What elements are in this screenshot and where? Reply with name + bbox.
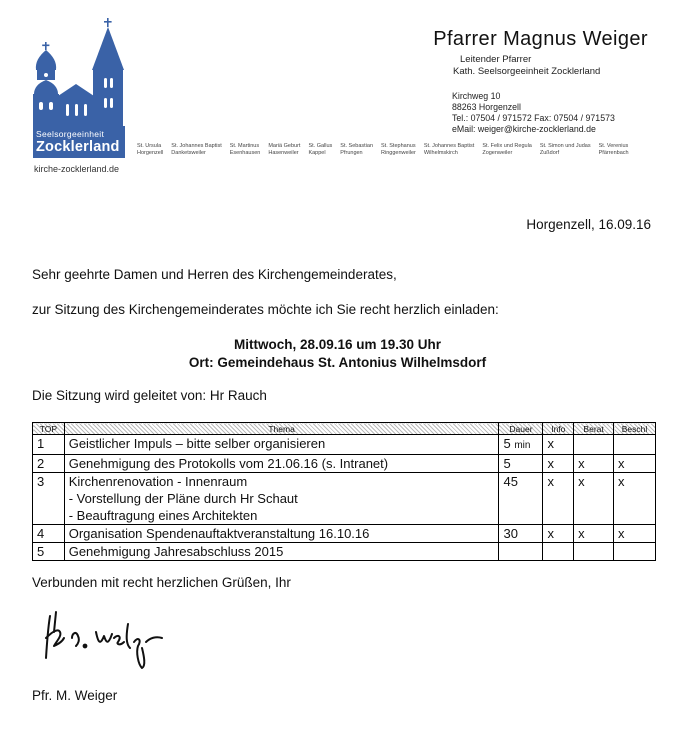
cell-dauer: 30: [499, 525, 543, 543]
table-row: [33, 543, 656, 561]
header-info: Info: [543, 423, 574, 435]
address-city: 88263 Horgenzell: [452, 102, 521, 112]
address-phone: Tel.: 07504 / 971572 Fax: 07504 / 971573: [452, 113, 615, 123]
parish-item: St. Ursula Horgenzell: [137, 143, 164, 156]
table-row: [33, 525, 656, 543]
header-dauer: Dauer: [499, 423, 543, 435]
letterhead-name: Pfarrer Magnus Weiger: [433, 28, 648, 50]
cell-beschl: x: [614, 473, 656, 525]
parish-item: St. Martinus Esenhausen: [229, 143, 261, 156]
cell-top: 2: [33, 455, 65, 473]
agenda-header-row: [33, 423, 656, 435]
parish-item: St. Felix und Regula Zogenweiler: [482, 143, 532, 156]
cell-top: 1: [33, 435, 65, 455]
logo-line1: Seelsorgeeinheit: [36, 129, 105, 139]
cell-thema: Geistlicher Impuls – bitte selber organisieren: [64, 435, 499, 455]
cell-dauer: 45: [499, 473, 543, 525]
closing-text: Verbunden mit recht herzlichen Grüßen, Ihr: [32, 575, 291, 590]
parish-list: [137, 143, 637, 157]
signer-name: Pfr. M. Weiger: [32, 688, 118, 703]
invitation-text: zur Sitzung des Kirchengemeinderates möchte ich Sie recht herzlich einladen:: [32, 302, 499, 317]
cell-info: x: [543, 473, 574, 525]
parish-item: St. Johannes Baptist Danketsweiler: [171, 143, 222, 156]
cell-top: 4: [33, 525, 65, 543]
cell-thema: Genehmigung des Protokolls vom 21.06.16 (s. Intranet): [64, 455, 499, 473]
meeting-where: Ort: Gemeindehaus St. Antonius Wilhelmsdorf: [188, 355, 487, 370]
table-row: [33, 473, 656, 525]
header-thema: Thema: [64, 423, 499, 435]
address-email: eMail: weiger@kirche-zocklerland.de: [452, 124, 596, 134]
cell-berat: [574, 435, 614, 455]
cell-thema: Organisation Spendenauftaktveranstaltung 16.10.16: [64, 525, 499, 543]
parish-item: St. Johannes Baptist Wilhelmskirch: [423, 143, 475, 156]
logo-url: kirche-zocklerland.de: [34, 164, 120, 174]
parish-item: St. Gallus Kappel: [308, 143, 333, 156]
cell-berat: x: [574, 525, 614, 543]
church-logo-graphic: [30, 18, 128, 130]
cell-dauer: [499, 543, 543, 561]
parish-item: St. Verenius Pfärrenbach: [598, 143, 629, 156]
table-row: [33, 455, 656, 473]
cell-beschl: [614, 543, 656, 561]
salutation: Sehr geehrte Damen und Herren des Kirchengemeinderates,: [32, 267, 397, 282]
cell-berat: [574, 543, 614, 561]
header-berat: Berat: [574, 423, 614, 435]
logo-banner: [33, 126, 125, 158]
agenda-table: [32, 422, 656, 561]
date-line: Horgenzell, 16.09.16: [526, 217, 651, 232]
cell-info: x: [543, 435, 574, 455]
letterhead-unit: Kath. Seelsorgeeinheit Zocklerland: [453, 66, 601, 77]
cell-thema: Kirchenrenovation - Innenraum - Vorstellung der Pläne durch Hr Schaut - Beauftragung eines Architekten: [64, 473, 499, 525]
table-row: [33, 435, 656, 455]
cell-info: x: [543, 525, 574, 543]
cell-dauer: 5: [499, 455, 543, 473]
parish-item: St. Sebastian Pfrungen: [340, 143, 374, 156]
cell-beschl: [614, 435, 656, 455]
chair-text: Die Sitzung wird geleitet von: Hr Rauch: [32, 388, 267, 403]
cell-berat: x: [574, 473, 614, 525]
cell-dauer: 5 min: [499, 435, 543, 455]
letterhead-role: Leitender Pfarrer: [460, 54, 532, 65]
cell-thema: Genehmigung Jahresabschluss 2015: [64, 543, 499, 561]
logo-line2: Zocklerland: [36, 139, 120, 155]
header-top: TOP: [33, 423, 65, 435]
cell-berat: x: [574, 455, 614, 473]
parish-item: St. Simon und Judas Zußdorf: [539, 143, 591, 156]
cell-top: 3: [33, 473, 65, 525]
address-street: Kirchweg 10: [452, 91, 501, 101]
cell-info: x: [543, 455, 574, 473]
parish-item: Mariä Geburt Hasenweiler: [268, 143, 301, 156]
cell-info: [543, 543, 574, 561]
meeting-details: [0, 336, 675, 372]
cell-beschl: x: [614, 525, 656, 543]
meeting-when: Mittwoch, 28.09.16 um 19.30 Uhr: [233, 337, 442, 352]
header-beschl: Beschl: [614, 423, 656, 435]
parish-item: St. Stephanus Ringgenweiler: [381, 143, 416, 156]
cell-beschl: x: [614, 455, 656, 473]
cell-top: 5: [33, 543, 65, 561]
letterhead-address: [452, 91, 615, 135]
handwritten-signature: [38, 602, 170, 674]
